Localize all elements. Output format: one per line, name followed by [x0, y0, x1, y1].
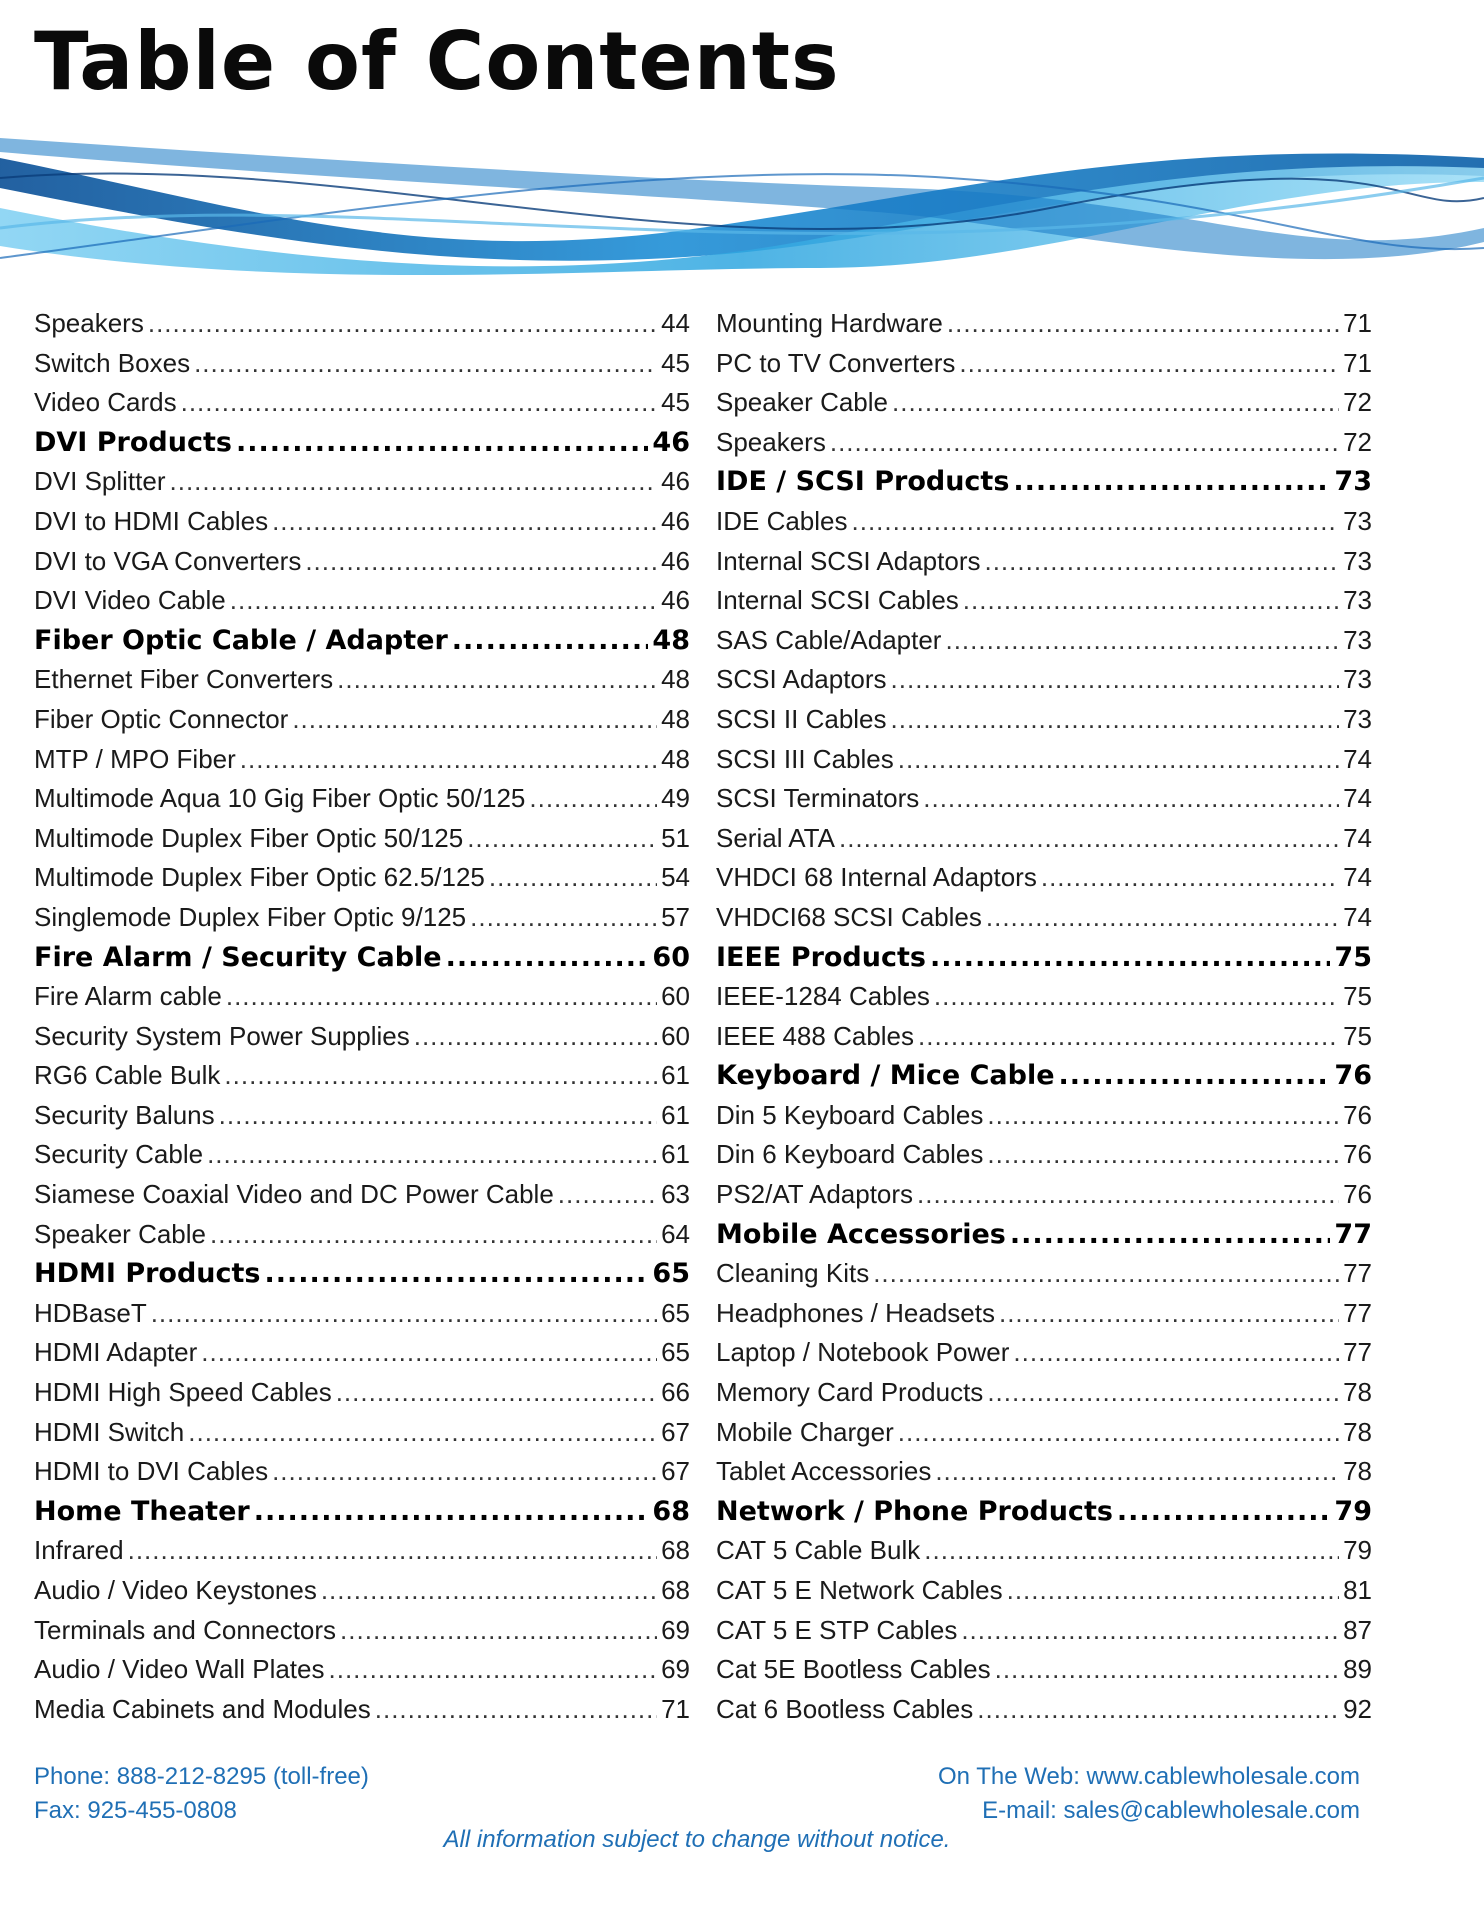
toc-entry-label: Home Theater — [34, 1495, 250, 1527]
toc-dot-leader — [375, 1690, 657, 1730]
toc-entry-page: 48 — [661, 664, 690, 695]
toc-entry[interactable] — [716, 1017, 1372, 1057]
toc-entry[interactable] — [716, 621, 1372, 661]
toc-entry-page: 73 — [1343, 703, 1372, 734]
toc-entry-label: HDBaseT — [34, 1297, 147, 1328]
toc-entry-page: 68 — [661, 1575, 690, 1605]
toc-entry-page: 46 — [661, 585, 690, 616]
toc-dot-leader — [987, 1373, 1339, 1413]
toc-entry[interactable] — [716, 1254, 1372, 1294]
toc-entry[interactable] — [716, 1413, 1372, 1453]
toc-dot-leader — [265, 1254, 649, 1294]
toc-entry-page: 63 — [661, 1179, 690, 1210]
toc-entry[interactable] — [34, 1531, 690, 1571]
toc-dot-leader — [188, 1413, 657, 1453]
toc-entry[interactable] — [716, 502, 1372, 542]
toc-entry[interactable] — [716, 1333, 1372, 1373]
toc-entry-page: 46 — [652, 426, 690, 458]
toc-entry[interactable] — [34, 858, 690, 898]
toc-dot-leader — [987, 1135, 1339, 1175]
toc-entry-label: DVI Splitter — [34, 466, 166, 497]
toc-entry-page: 71 — [1343, 308, 1372, 338]
toc-entry[interactable] — [34, 977, 690, 1017]
toc-entry[interactable] — [716, 1096, 1372, 1136]
toc-entry[interactable] — [34, 462, 690, 502]
toc-dot-leader — [963, 581, 1339, 621]
toc-entry-label: Cat 5E Bootless Cables — [716, 1654, 991, 1685]
toc-dot-leader — [892, 383, 1339, 423]
toc-entry[interactable] — [34, 779, 690, 819]
email-link[interactable]: E-mail: sales@cablewholesale.com — [982, 1797, 1360, 1824]
toc-entry[interactable] — [34, 1175, 690, 1215]
toc-entry-page: 48 — [652, 624, 690, 656]
toc-entry-label: Internal SCSI Cables — [716, 585, 959, 616]
toc-entry-page: 78 — [1343, 1416, 1372, 1447]
toc-entry[interactable] — [34, 304, 690, 344]
toc-entry-label: Audio / Video Wall Plates — [34, 1654, 325, 1685]
toc-entry-label: Headphones / Headsets — [716, 1297, 995, 1328]
toc-entry-page: 46 — [661, 545, 690, 576]
toc-dot-leader — [934, 977, 1339, 1017]
toc-dot-leader — [1007, 1571, 1339, 1611]
toc-entry-label: Laptop / Notebook Power — [716, 1337, 1010, 1368]
toc-entry-page: 87 — [1343, 1614, 1372, 1645]
toc-column-right — [716, 304, 1372, 1729]
toc-section-heading[interactable] — [34, 621, 690, 661]
toc-entry-label: Mobile Accessories — [716, 1218, 1006, 1250]
toc-dot-leader — [226, 977, 657, 1017]
toc-entry[interactable] — [34, 819, 690, 859]
fax-number: Fax: 925-455-0808 — [34, 1797, 237, 1824]
toc-entry-page: 73 — [1343, 624, 1372, 655]
toc-entry[interactable] — [34, 1611, 690, 1651]
toc-dot-leader — [219, 1096, 657, 1136]
toc-dot-leader — [128, 1531, 657, 1571]
toc-entry-label: IDE Cables — [716, 505, 848, 536]
toc-entry-page: 79 — [1343, 1535, 1372, 1566]
toc-entry[interactable] — [34, 344, 690, 384]
toc-entry-page: 45 — [661, 347, 690, 378]
toc-entry-page: 46 — [661, 505, 690, 536]
toc-entry[interactable] — [34, 740, 690, 780]
toc-entry[interactable] — [34, 1017, 690, 1057]
website-link[interactable]: On The Web: www.cablewholesale.com — [938, 1763, 1360, 1790]
toc-entry-page: 79 — [1334, 1495, 1372, 1527]
toc-dot-leader — [340, 1611, 657, 1651]
toc-entry-label: Terminals and Connectors — [34, 1614, 337, 1645]
toc-entry[interactable] — [34, 542, 690, 582]
toc-entry[interactable] — [716, 1571, 1372, 1611]
toc-entry-label: Singlemode Duplex Fiber Optic 9/125 — [34, 901, 467, 932]
toc-entry-page: 89 — [1343, 1654, 1372, 1685]
toc-dot-leader — [272, 502, 657, 542]
toc-entry-page: 66 — [661, 1377, 690, 1408]
toc-entry[interactable] — [716, 304, 1372, 344]
toc-entry[interactable] — [34, 1096, 690, 1136]
toc-entry[interactable] — [34, 1135, 690, 1175]
toc-entry[interactable] — [716, 1294, 1372, 1334]
toc-entry-page: 65 — [652, 1258, 690, 1290]
toc-entry-page: 78 — [1343, 1456, 1372, 1487]
toc-dot-leader — [924, 1531, 1339, 1571]
toc-entry-label: IEEE 488 Cables — [716, 1020, 915, 1051]
toc-entry-page: 69 — [661, 1654, 690, 1685]
toc-entry[interactable] — [716, 819, 1372, 859]
contact-left — [34, 1760, 369, 1828]
toc-dot-leader — [446, 938, 649, 978]
toc-entry-page: 92 — [1343, 1693, 1372, 1724]
toc-dot-leader — [961, 1611, 1339, 1651]
toc-dot-leader — [272, 1452, 657, 1492]
toc-entry[interactable] — [34, 700, 690, 740]
toc-entry-page: 61 — [661, 1139, 690, 1170]
toc-entry[interactable] — [716, 1135, 1372, 1175]
toc-dot-leader — [321, 1571, 657, 1611]
toc-entry-page: 67 — [661, 1416, 690, 1447]
toc-entry-page: 74 — [1343, 901, 1372, 932]
toc-entry[interactable] — [34, 898, 690, 938]
toc-dot-leader — [210, 1215, 657, 1255]
toc-section-heading[interactable] — [716, 1215, 1372, 1255]
toc-entry[interactable] — [34, 1373, 690, 1413]
toc-dot-leader — [891, 700, 1340, 740]
toc-entry[interactable] — [716, 423, 1372, 463]
toc-entry[interactable] — [34, 1333, 690, 1373]
toc-dot-leader — [337, 660, 657, 700]
toc-section-heading[interactable] — [34, 1492, 690, 1532]
toc-entry-page: 54 — [661, 862, 690, 893]
toc-dot-leader — [995, 1650, 1339, 1690]
toc-entry-page: 49 — [661, 783, 690, 814]
toc-entry[interactable] — [34, 1294, 690, 1334]
toc-entry-page: 74 — [1343, 743, 1372, 774]
toc-dot-leader — [873, 1254, 1339, 1294]
toc-entry[interactable] — [716, 1531, 1372, 1571]
toc-entry-page: 77 — [1343, 1337, 1372, 1368]
toc-entry-label: CAT 5 E Network Cables — [716, 1575, 1003, 1605]
toc-entry[interactable] — [716, 740, 1372, 780]
toc-dot-leader — [170, 462, 658, 502]
toc-entry-label: Internal SCSI Adaptors — [716, 545, 981, 576]
toc-entry[interactable] — [716, 1452, 1372, 1492]
toc-entry-label: Security System Power Supplies — [34, 1020, 410, 1051]
toc-dot-leader — [240, 740, 657, 780]
toc-dot-leader — [329, 1650, 658, 1690]
toc-entry-label: Video Cards — [34, 387, 177, 418]
toc-entry-page: 61 — [661, 1099, 690, 1130]
toc-entry-label: Audio / Video Keystones — [34, 1575, 317, 1605]
toc-dot-leader — [898, 1413, 1339, 1453]
toc-entry[interactable] — [716, 344, 1372, 384]
toc-dot-leader — [305, 542, 657, 582]
toc-entry-label: Speakers — [34, 308, 144, 338]
toc-entry-label: SCSI II Cables — [716, 703, 887, 734]
toc-entry-label: SAS Cable/Adapter — [716, 624, 942, 655]
toc-entry-label: Fire Alarm / Security Cable — [34, 941, 442, 973]
toc-dot-leader — [1041, 858, 1339, 898]
toc-dot-leader — [336, 1373, 657, 1413]
toc-entry-label: PC to TV Converters — [716, 347, 956, 378]
toc-section-heading[interactable] — [34, 938, 690, 978]
toc-entry-label: HDMI Products — [34, 1258, 261, 1290]
toc-entry-label: CAT 5 Cable Bulk — [716, 1535, 921, 1566]
toc-entry-label: SCSI III Cables — [716, 743, 894, 774]
toc-dot-leader — [467, 819, 657, 859]
toc-entry-page: 57 — [661, 901, 690, 932]
toc-entry-page: 64 — [661, 1218, 690, 1249]
toc-entry-page: 77 — [1334, 1218, 1372, 1250]
toc-entry[interactable] — [716, 383, 1372, 423]
toc-dot-leader — [935, 1452, 1339, 1492]
toc-section-heading[interactable] — [716, 462, 1372, 502]
toc-entry-label: Fiber Optic Connector — [34, 703, 289, 734]
toc-entry[interactable] — [34, 1571, 690, 1611]
toc-entry-page: 44 — [661, 308, 690, 338]
toc-entry-label: Fiber Optic Cable / Adapter — [34, 624, 448, 656]
toc-entry-page: 51 — [661, 822, 690, 853]
toc-dot-leader — [470, 898, 657, 938]
toc-entry-label: SCSI Adaptors — [716, 664, 887, 695]
toc-dot-leader — [923, 779, 1339, 819]
page-title: Table of Contents — [34, 15, 840, 108]
toc-section-heading[interactable] — [716, 1056, 1372, 1096]
toc-entry-page: 81 — [1343, 1575, 1372, 1605]
toc-dot-leader — [917, 1175, 1339, 1215]
toc-entry-page: 69 — [661, 1614, 690, 1645]
toc-entry-label: Siamese Coaxial Video and DC Power Cable — [34, 1179, 554, 1210]
toc-entry-page: 75 — [1343, 981, 1372, 1012]
toc-entry-page: 73 — [1334, 466, 1372, 498]
toc-entry-label: VHDCI68 SCSI Cables — [716, 901, 982, 932]
toc-entry-label: Mobile Charger — [716, 1416, 894, 1447]
toc-entry-label: Speakers — [716, 426, 826, 457]
toc-entry-page: 65 — [661, 1297, 690, 1328]
toc-entry-label: Multimode Aqua 10 Gig Fiber Optic 50/125 — [34, 783, 526, 814]
toc-entry-label: Ethernet Fiber Converters — [34, 664, 334, 695]
toc-entry-label: Speaker Cable — [716, 387, 888, 418]
toc-entry-label: HDMI Adapter — [34, 1337, 198, 1368]
toc-entry-page: 48 — [661, 703, 690, 734]
toc-entry-label: HDMI High Speed Cables — [34, 1377, 332, 1408]
toc-dot-leader — [1059, 1056, 1331, 1096]
toc-entry-page: 65 — [661, 1337, 690, 1368]
toc-entry-label: DVI to VGA Converters — [34, 545, 302, 576]
toc-entry-page: 67 — [661, 1456, 690, 1487]
toc-dot-leader — [236, 423, 648, 463]
toc-dot-leader — [839, 819, 1339, 859]
toc-entry-label: Infrared — [34, 1535, 124, 1566]
toc-entry[interactable] — [34, 1056, 690, 1096]
toc-entry-page: 46 — [661, 466, 690, 497]
toc-dot-leader — [1117, 1492, 1331, 1532]
toc-entry-label: Speaker Cable — [34, 1218, 206, 1249]
toc-entry-label: IEEE Products — [716, 941, 926, 973]
toc-entry-label: Fire Alarm cable — [34, 981, 222, 1012]
toc-dot-leader — [292, 700, 657, 740]
toc-entry[interactable] — [34, 581, 690, 621]
toc-entry-label: Tablet Accessories — [716, 1456, 932, 1487]
toc-entry[interactable] — [34, 1215, 690, 1255]
toc-entry[interactable] — [716, 779, 1372, 819]
toc-entry[interactable] — [716, 1611, 1372, 1651]
toc-dot-leader — [151, 1294, 657, 1334]
toc-entry-label: DVI to HDMI Cables — [34, 505, 269, 536]
toc-entry[interactable] — [716, 858, 1372, 898]
toc-entry-page: 76 — [1343, 1139, 1372, 1170]
toc-entry-label: IEEE-1284 Cables — [716, 981, 930, 1012]
toc-dot-leader — [918, 1017, 1339, 1057]
toc-entry-page: 73 — [1343, 664, 1372, 695]
toc-entry-label: HDMI Switch — [34, 1416, 185, 1447]
toc-entry-label: Cleaning Kits — [716, 1258, 870, 1289]
toc-dot-leader — [452, 621, 649, 661]
toc-entry-label: Din 5 Keyboard Cables — [716, 1099, 984, 1130]
toc-entry[interactable] — [34, 1690, 690, 1730]
toc-entry-page: 73 — [1343, 505, 1372, 536]
toc-entry[interactable] — [716, 700, 1372, 740]
toc-entry[interactable] — [716, 1175, 1372, 1215]
toc-entry-page: 72 — [1343, 387, 1372, 418]
toc-entry-page: 45 — [661, 387, 690, 418]
toc-dot-leader — [181, 383, 657, 423]
toc-entry-label: IDE / SCSI Products — [716, 466, 1010, 498]
toc-dot-leader — [930, 938, 1330, 978]
toc-dot-leader — [947, 304, 1339, 344]
toc-entry-page: 74 — [1343, 822, 1372, 853]
toc-entry-label: Keyboard / Mice Cable — [716, 1060, 1055, 1092]
toc-entry-page: 76 — [1343, 1099, 1372, 1130]
toc-entry-label: HDMI to DVI Cables — [34, 1456, 269, 1487]
toc-entry-page: 60 — [652, 941, 690, 973]
toc-dot-leader — [986, 898, 1339, 938]
toc-entry-label: MTP / MPO Fiber — [34, 743, 236, 774]
toc-dot-leader — [945, 621, 1339, 661]
toc-entry-label: PS2/AT Adaptors — [716, 1179, 914, 1210]
toc-entry-label: CAT 5 E STP Cables — [716, 1614, 958, 1645]
toc-entry-page: 73 — [1343, 545, 1372, 576]
toc-entry-label: Serial ATA — [716, 822, 835, 853]
toc-entry-page: 74 — [1343, 783, 1372, 814]
toc-entry[interactable] — [34, 1452, 690, 1492]
toc-entry-label: Multimode Duplex Fiber Optic 62.5/125 — [34, 862, 485, 893]
toc-dot-leader — [529, 779, 657, 819]
toc-section-heading[interactable] — [716, 1492, 1372, 1532]
toc-entry[interactable] — [716, 977, 1372, 1017]
toc-entry[interactable] — [716, 1373, 1372, 1413]
toc-entry-page: 73 — [1343, 585, 1372, 616]
toc-entry-page: 71 — [661, 1693, 690, 1724]
toc-entry[interactable] — [34, 1413, 690, 1453]
toc-entry-page: 71 — [1343, 347, 1372, 378]
toc-dot-leader — [148, 304, 657, 344]
toc-dot-leader — [999, 1294, 1339, 1334]
toc-section-heading[interactable] — [34, 1254, 690, 1294]
toc-entry-page: 61 — [661, 1060, 690, 1091]
toc-section-heading[interactable] — [716, 938, 1372, 978]
toc-dot-leader — [984, 542, 1339, 582]
toc-entry-page: 48 — [661, 743, 690, 774]
toc-entry-page: 75 — [1343, 1020, 1372, 1051]
toc-dot-leader — [489, 858, 657, 898]
toc-entry-page: 75 — [1334, 941, 1372, 973]
disclaimer-notice: All information subject to change without notice. — [443, 1826, 951, 1853]
toc-entry-label: Media Cabinets and Modules — [34, 1693, 371, 1724]
toc-dot-leader — [224, 1056, 657, 1096]
toc-dot-leader — [201, 1333, 657, 1373]
toc-dot-leader — [207, 1135, 657, 1175]
toc-dot-leader — [830, 423, 1339, 463]
toc-entry[interactable] — [716, 1690, 1372, 1730]
toc-section-heading[interactable] — [34, 423, 690, 463]
toc-dot-leader — [1010, 1215, 1331, 1255]
toc-entry[interactable] — [34, 383, 690, 423]
toc-entry-label: Cat 6 Bootless Cables — [716, 1693, 974, 1724]
toc-entry-page: 76 — [1343, 1179, 1372, 1210]
toc-entry-label: Din 6 Keyboard Cables — [716, 1139, 984, 1170]
toc-entry[interactable] — [34, 1650, 690, 1690]
toc-entry-label: DVI Products — [34, 426, 232, 458]
toc-entry-page: 76 — [1334, 1060, 1372, 1092]
toc-entry-page: 60 — [661, 1020, 690, 1051]
toc-entry-page: 77 — [1343, 1297, 1372, 1328]
toc-entry-page: 72 — [1343, 426, 1372, 457]
toc-dot-leader — [898, 740, 1339, 780]
toc-entry-label: Security Cable — [34, 1139, 204, 1170]
toc-dot-leader — [977, 1690, 1339, 1730]
toc-dot-leader — [987, 1096, 1339, 1136]
toc-dot-leader — [959, 344, 1339, 384]
toc-entry[interactable] — [716, 542, 1372, 582]
toc-entry[interactable] — [34, 660, 690, 700]
toc-entry[interactable] — [716, 660, 1372, 700]
toc-dot-leader — [852, 502, 1340, 542]
toc-entry-page: 68 — [661, 1535, 690, 1566]
toc-dot-leader — [1013, 1333, 1339, 1373]
toc-entry-label: VHDCI 68 Internal Adaptors — [716, 862, 1037, 893]
toc-entry-label: RG6 Cable Bulk — [34, 1060, 221, 1091]
toc-entry-label: Security Baluns — [34, 1099, 215, 1130]
toc-entry-label: Network / Phone Products — [716, 1495, 1113, 1527]
toc-entry[interactable] — [716, 898, 1372, 938]
contact-right — [938, 1760, 1360, 1828]
toc-entry-page: 78 — [1343, 1377, 1372, 1408]
toc-entry-label: Multimode Duplex Fiber Optic 50/125 — [34, 822, 464, 853]
toc-entry-label: Switch Boxes — [34, 347, 191, 378]
toc-dot-leader — [891, 660, 1340, 700]
toc-entry-page: 68 — [652, 1495, 690, 1527]
toc-dot-leader — [230, 581, 657, 621]
toc-dot-leader — [254, 1492, 649, 1532]
toc-entry[interactable] — [716, 581, 1372, 621]
toc-dot-leader — [414, 1017, 657, 1057]
toc-entry-page: 60 — [661, 981, 690, 1012]
phone-number: Phone: 888-212-8295 (toll-free) — [34, 1763, 369, 1790]
toc-entry-page: 77 — [1343, 1258, 1372, 1289]
toc-dot-leader — [1013, 462, 1330, 502]
toc-entry-label: Memory Card Products — [716, 1377, 984, 1408]
decorative-wave-banner — [0, 118, 1484, 298]
toc-entry[interactable] — [716, 1650, 1372, 1690]
toc-entry-label: SCSI Terminators — [716, 783, 920, 814]
toc-column-left — [34, 304, 690, 1729]
toc-dot-leader — [558, 1175, 657, 1215]
toc-dot-leader — [194, 344, 657, 384]
toc-entry-page: 74 — [1343, 862, 1372, 893]
toc-entry-label: DVI Video Cable — [34, 585, 226, 616]
toc-entry[interactable] — [34, 502, 690, 542]
toc-entry-label: Mounting Hardware — [716, 308, 943, 338]
